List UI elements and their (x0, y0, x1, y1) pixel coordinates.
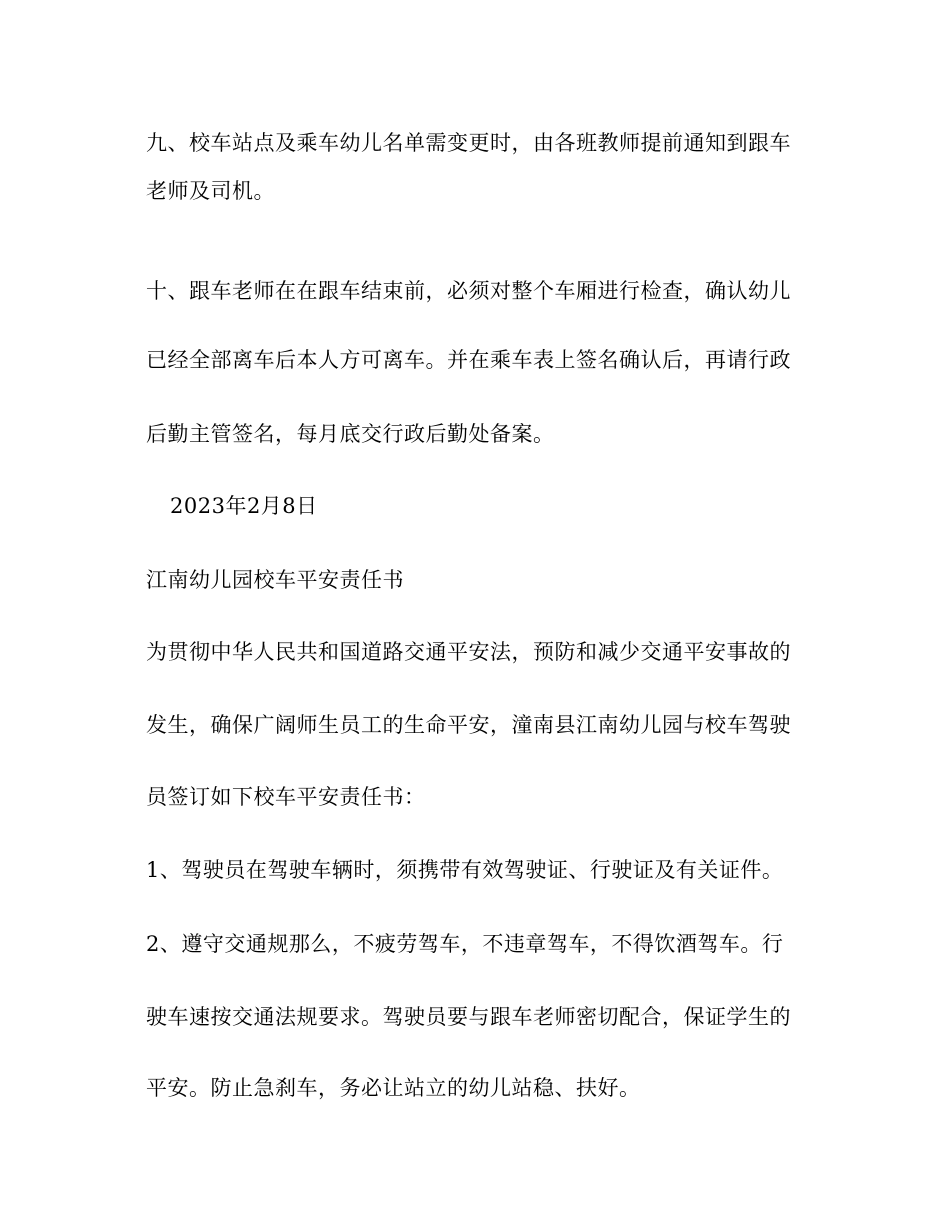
section-title: 江南幼儿园校车平安责任书 (146, 568, 404, 592)
text-line: 2、遵守交通规那么，不疲劳驾车，不违章驾车，不得饮酒驾车。行 (146, 932, 784, 956)
text-line: 1、驾驶员在驾驶车辆时，须携带有效驾驶证、行驶证及有关证件。 (146, 858, 784, 882)
text-line: 后勤主管签名，每月底交行政后勤处备案。 (146, 422, 555, 446)
text-line: 发生，确保广阔师生员工的生命平安，潼南县江南幼儿园与校车驾驶 (146, 713, 791, 737)
date-line: 2023年2月8日 (170, 494, 318, 518)
text-line: 为贯彻中华人民共和国道路交通平安法，预防和减少交通平安事故的 (146, 640, 791, 664)
text-line: 老师及司机。 (146, 179, 275, 203)
text-line: 驶车速按交通法规要求。驾驶员要与跟车老师密切配合，保证学生的 (146, 1005, 791, 1029)
text-line: 十、跟车老师在在跟车结束前，必须对整个车厢进行检查，确认幼儿 (146, 279, 791, 303)
text-line: 员签订如下校车平安责任书： (146, 785, 426, 809)
text-line: 九、校车站点及乘车幼儿名单需变更时，由各班教师提前通知到跟车 (146, 131, 791, 155)
text-line: 已经全部离车后本人方可离车。并在乘车表上签名确认后，再请行政 (146, 348, 791, 372)
text-line: 平安。防止急刹车，务必让站立的幼儿站稳、扶好。 (146, 1076, 641, 1100)
